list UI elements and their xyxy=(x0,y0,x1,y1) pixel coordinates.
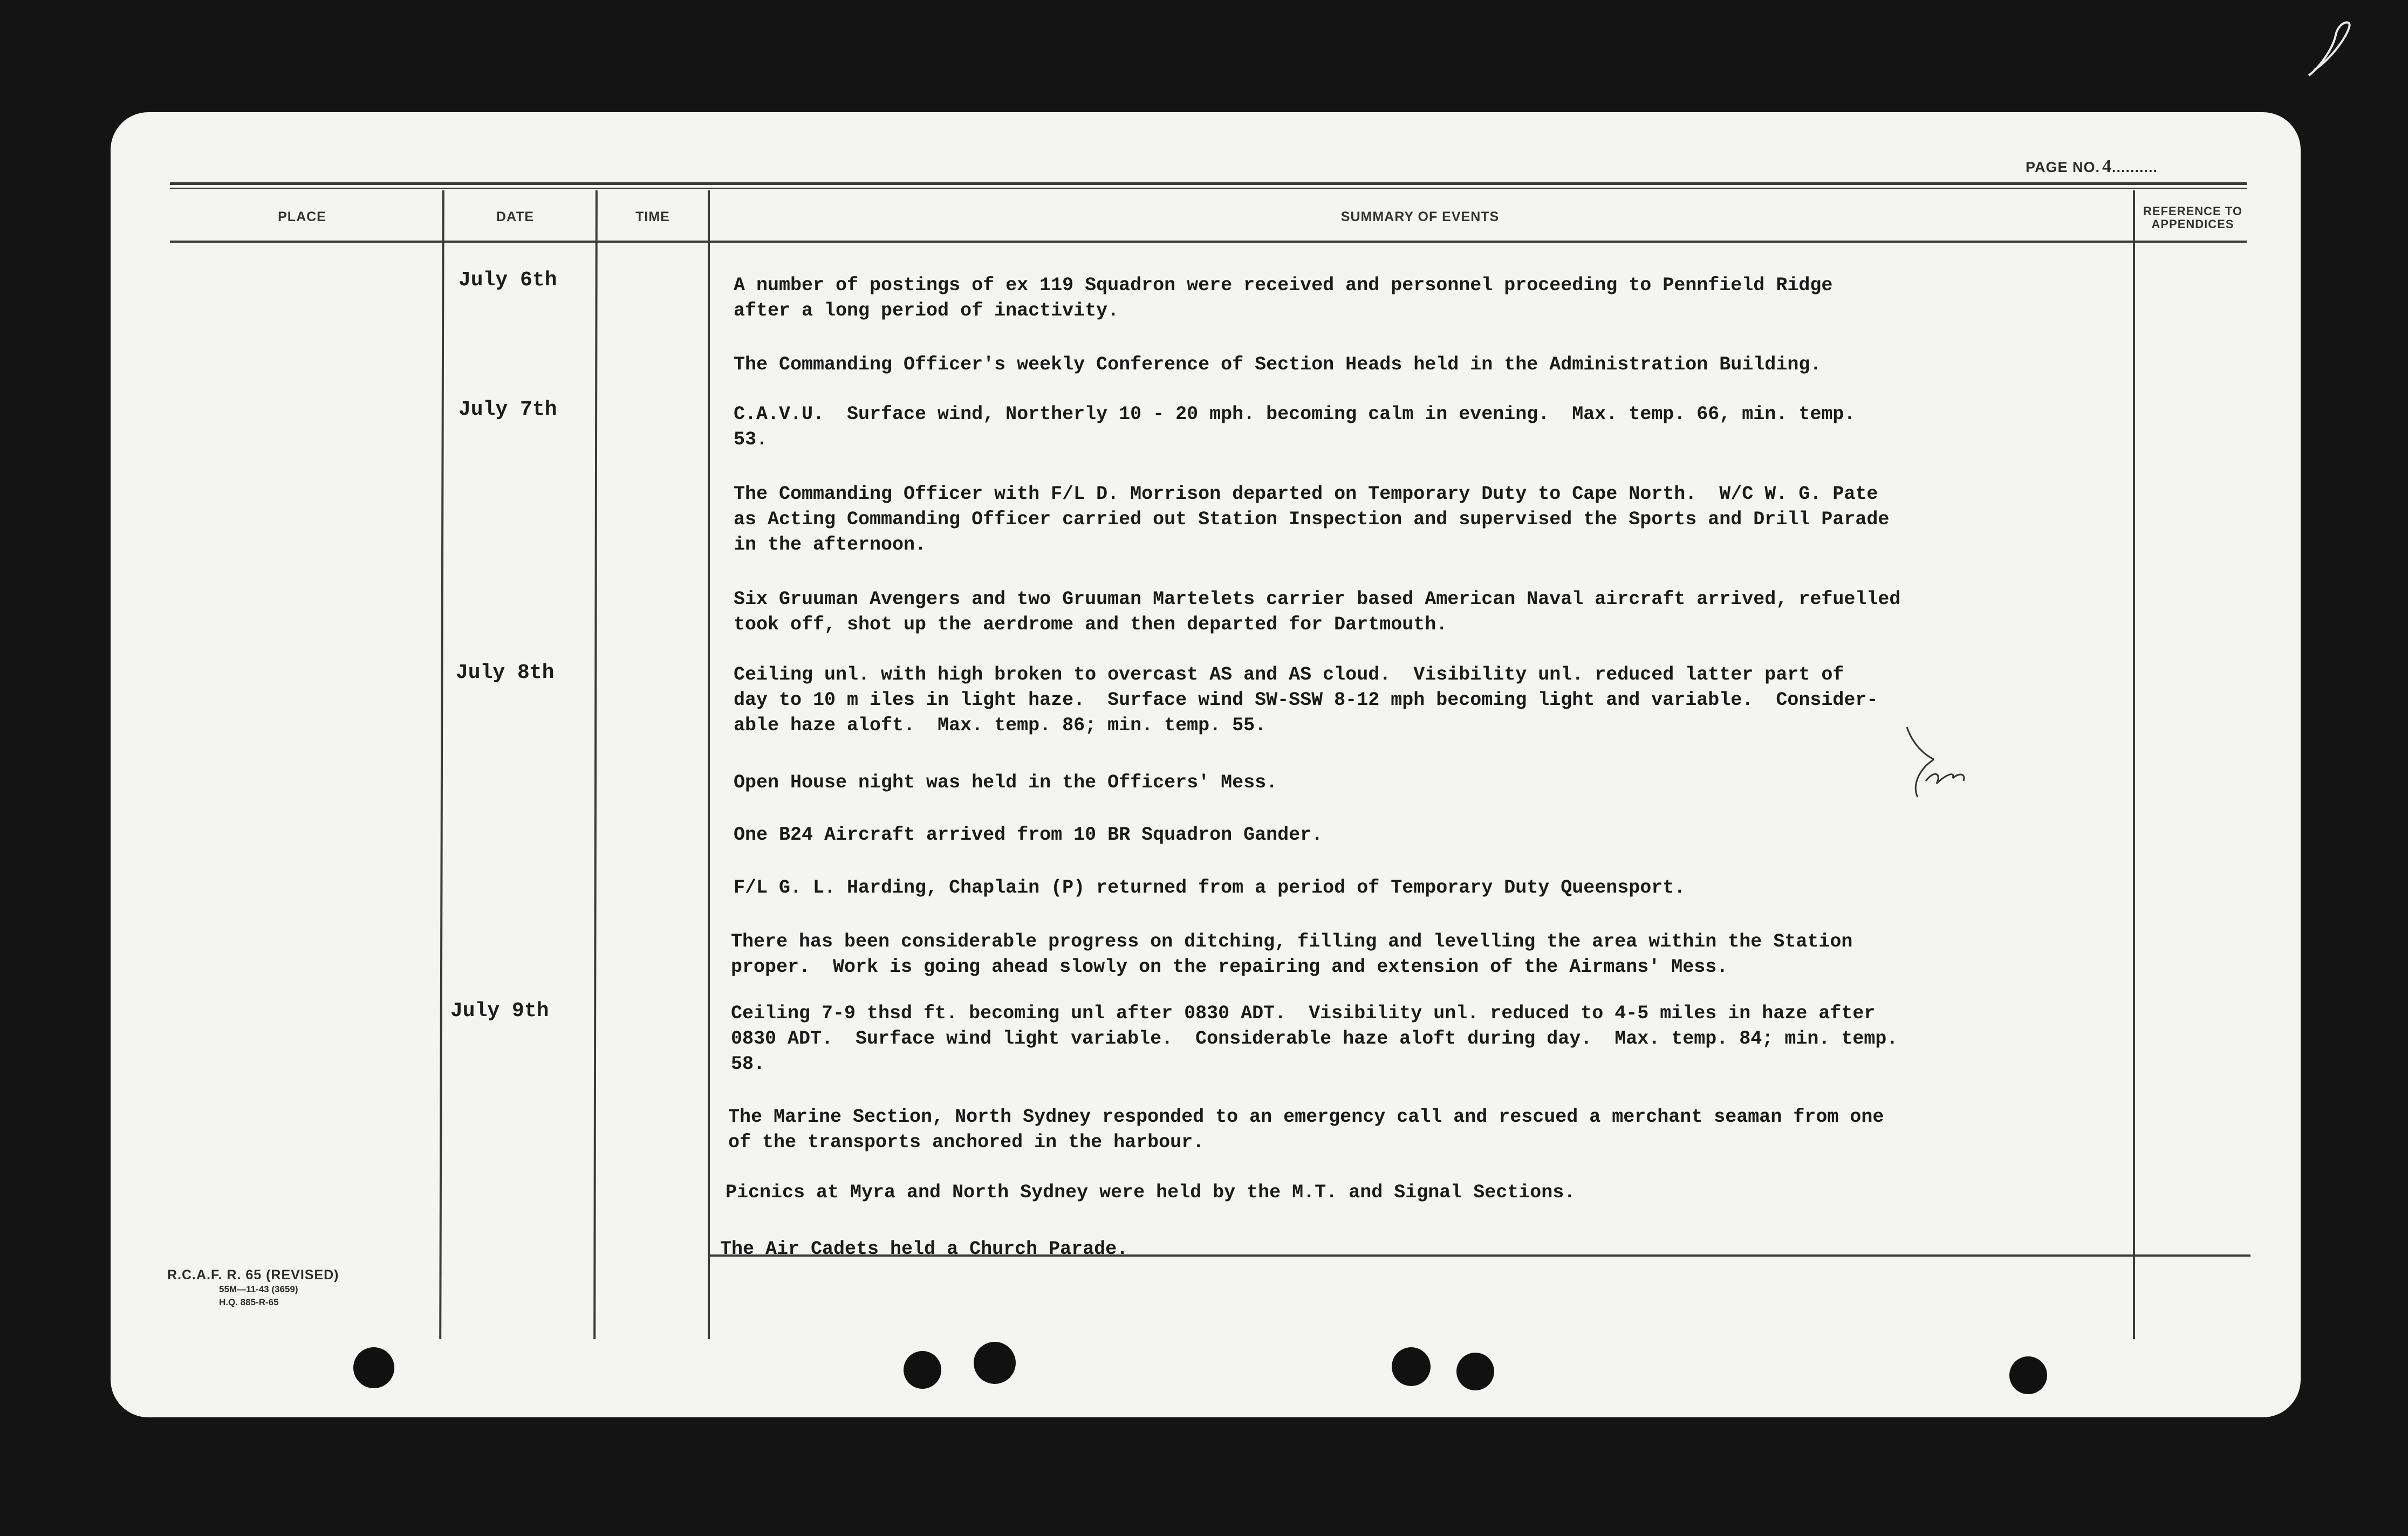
column-divider-place-date xyxy=(439,190,444,1339)
date-july-9: July 9th xyxy=(450,999,549,1023)
form-number: R.C.A.F. R. 65 (REVISED) xyxy=(167,1267,339,1283)
column-divider-time-summary xyxy=(708,190,710,1339)
column-divider-summary-reference xyxy=(2133,190,2135,1339)
column-header-reference-line1: REFERENCE TO xyxy=(2143,204,2242,218)
form-hq-ref: H.Q. 885-R-65 xyxy=(219,1297,279,1307)
summary-entry: The Air Cadets held a Church Parade. xyxy=(720,1238,1128,1260)
summary-entry: C.A.V.U. Surface wind, Northerly 10 - 20 mph. becoming calm in evening. Max. temp. 66, min. temp. 53. xyxy=(734,403,1856,450)
page-number-value: 4 xyxy=(2102,156,2112,176)
form-print-run: 55M—11-43 (3659) xyxy=(219,1284,298,1294)
header-top-rule-thin xyxy=(170,188,2247,189)
column-header-date: DATE xyxy=(496,209,535,224)
column-header-place: PLACE xyxy=(278,209,326,224)
summary-entry: The Commanding Officer with F/L D. Morrison departed on Temporary Duty to Cape North. W/C W. G. Pate as Acting Commanding Officer carried out Station Inspection and supervised the Sports and Drill Parade in the afternoon. xyxy=(734,483,1890,556)
date-july-8: July 8th xyxy=(456,661,555,684)
binder-hole xyxy=(353,1347,394,1388)
form-identifier xyxy=(167,1267,339,1309)
background-scribble xyxy=(2298,16,2363,81)
binder-hole xyxy=(2009,1356,2047,1394)
handwritten-initials xyxy=(1896,722,1982,803)
column-divider-date-time xyxy=(593,190,598,1339)
summary-entry: There has been considerable progress on ditching, filling and levelling the area within the Station proper. Work is going ahead slowly on the repairing and extension of the Airmans' Mess. xyxy=(731,931,1853,978)
summary-entry: Ceiling unl. with high broken to overcast AS and AS cloud. Visibility unl. reduced latter part of day to 10 m iles in light haze. Surface wind SW-SSW 8-12 mph becoming light and variable. Consider- able haze aloft. Max. temp. 86; min. temp. 55. xyxy=(734,664,1878,736)
page-number-label: PAGE NO. xyxy=(2026,159,2101,175)
binder-hole xyxy=(904,1351,941,1389)
summary-entry: Open House night was held in the Officers' Mess. xyxy=(734,772,1278,793)
binder-hole xyxy=(1456,1353,1494,1390)
date-july-7: July 7th xyxy=(459,398,557,421)
summary-entry: The Marine Section, North Sydney responded to an emergency call and rescued a merchant seaman from one of the transports anchored in the harbour. xyxy=(728,1106,1884,1153)
summary-entry: Six Gruuman Avengers and two Gruuman Martelets carrier based American Naval aircraft arrived, refuelled took off, shot up the aerdrome and then departed for Dartmouth. xyxy=(734,588,1901,635)
binder-hole xyxy=(1392,1347,1431,1386)
column-header-reference-line2: APPENDICES xyxy=(2151,217,2234,231)
summary-entry: A number of postings of ex 119 Squadron were received and personnel proceeding to Pennfield Ridge after a long period of inactivity. xyxy=(734,275,1833,321)
header-top-rule xyxy=(170,182,2247,185)
summary-entry: Ceiling 7-9 thsd ft. becoming unl after 0830 ADT. Visibility unl. reduced to 4-5 miles in haze after 0830 ADT. Surface wind light variable. Considerable haze aloft during day. Max. temp. 84; min. temp. 58. xyxy=(731,1003,1898,1075)
diary-page xyxy=(111,112,2301,1417)
header-bottom-rule xyxy=(170,241,2247,243)
column-header-time: TIME xyxy=(635,209,670,224)
summary-entry: Picnics at Myra and North Sydney were held by the M.T. and Signal Sections. xyxy=(726,1182,1576,1203)
page-number: PAGE NO. 4.......... xyxy=(2026,156,2158,176)
summary-entry: The Commanding Officer's weekly Conference of Section Heads held in the Administration Building. xyxy=(734,354,1822,375)
column-header-reference xyxy=(2139,205,2247,231)
date-july-6: July 6th xyxy=(459,269,557,292)
summary-entry: F/L G. L. Harding, Chaplain (P) returned from a period of Temporary Duty Queensport. xyxy=(734,877,1686,899)
binder-hole xyxy=(974,1342,1016,1384)
summary-entry: One B24 Aircraft arrived from 10 BR Squadron Gander. xyxy=(734,824,1323,846)
column-header-summary: SUMMARY OF EVENTS xyxy=(1340,209,1500,224)
